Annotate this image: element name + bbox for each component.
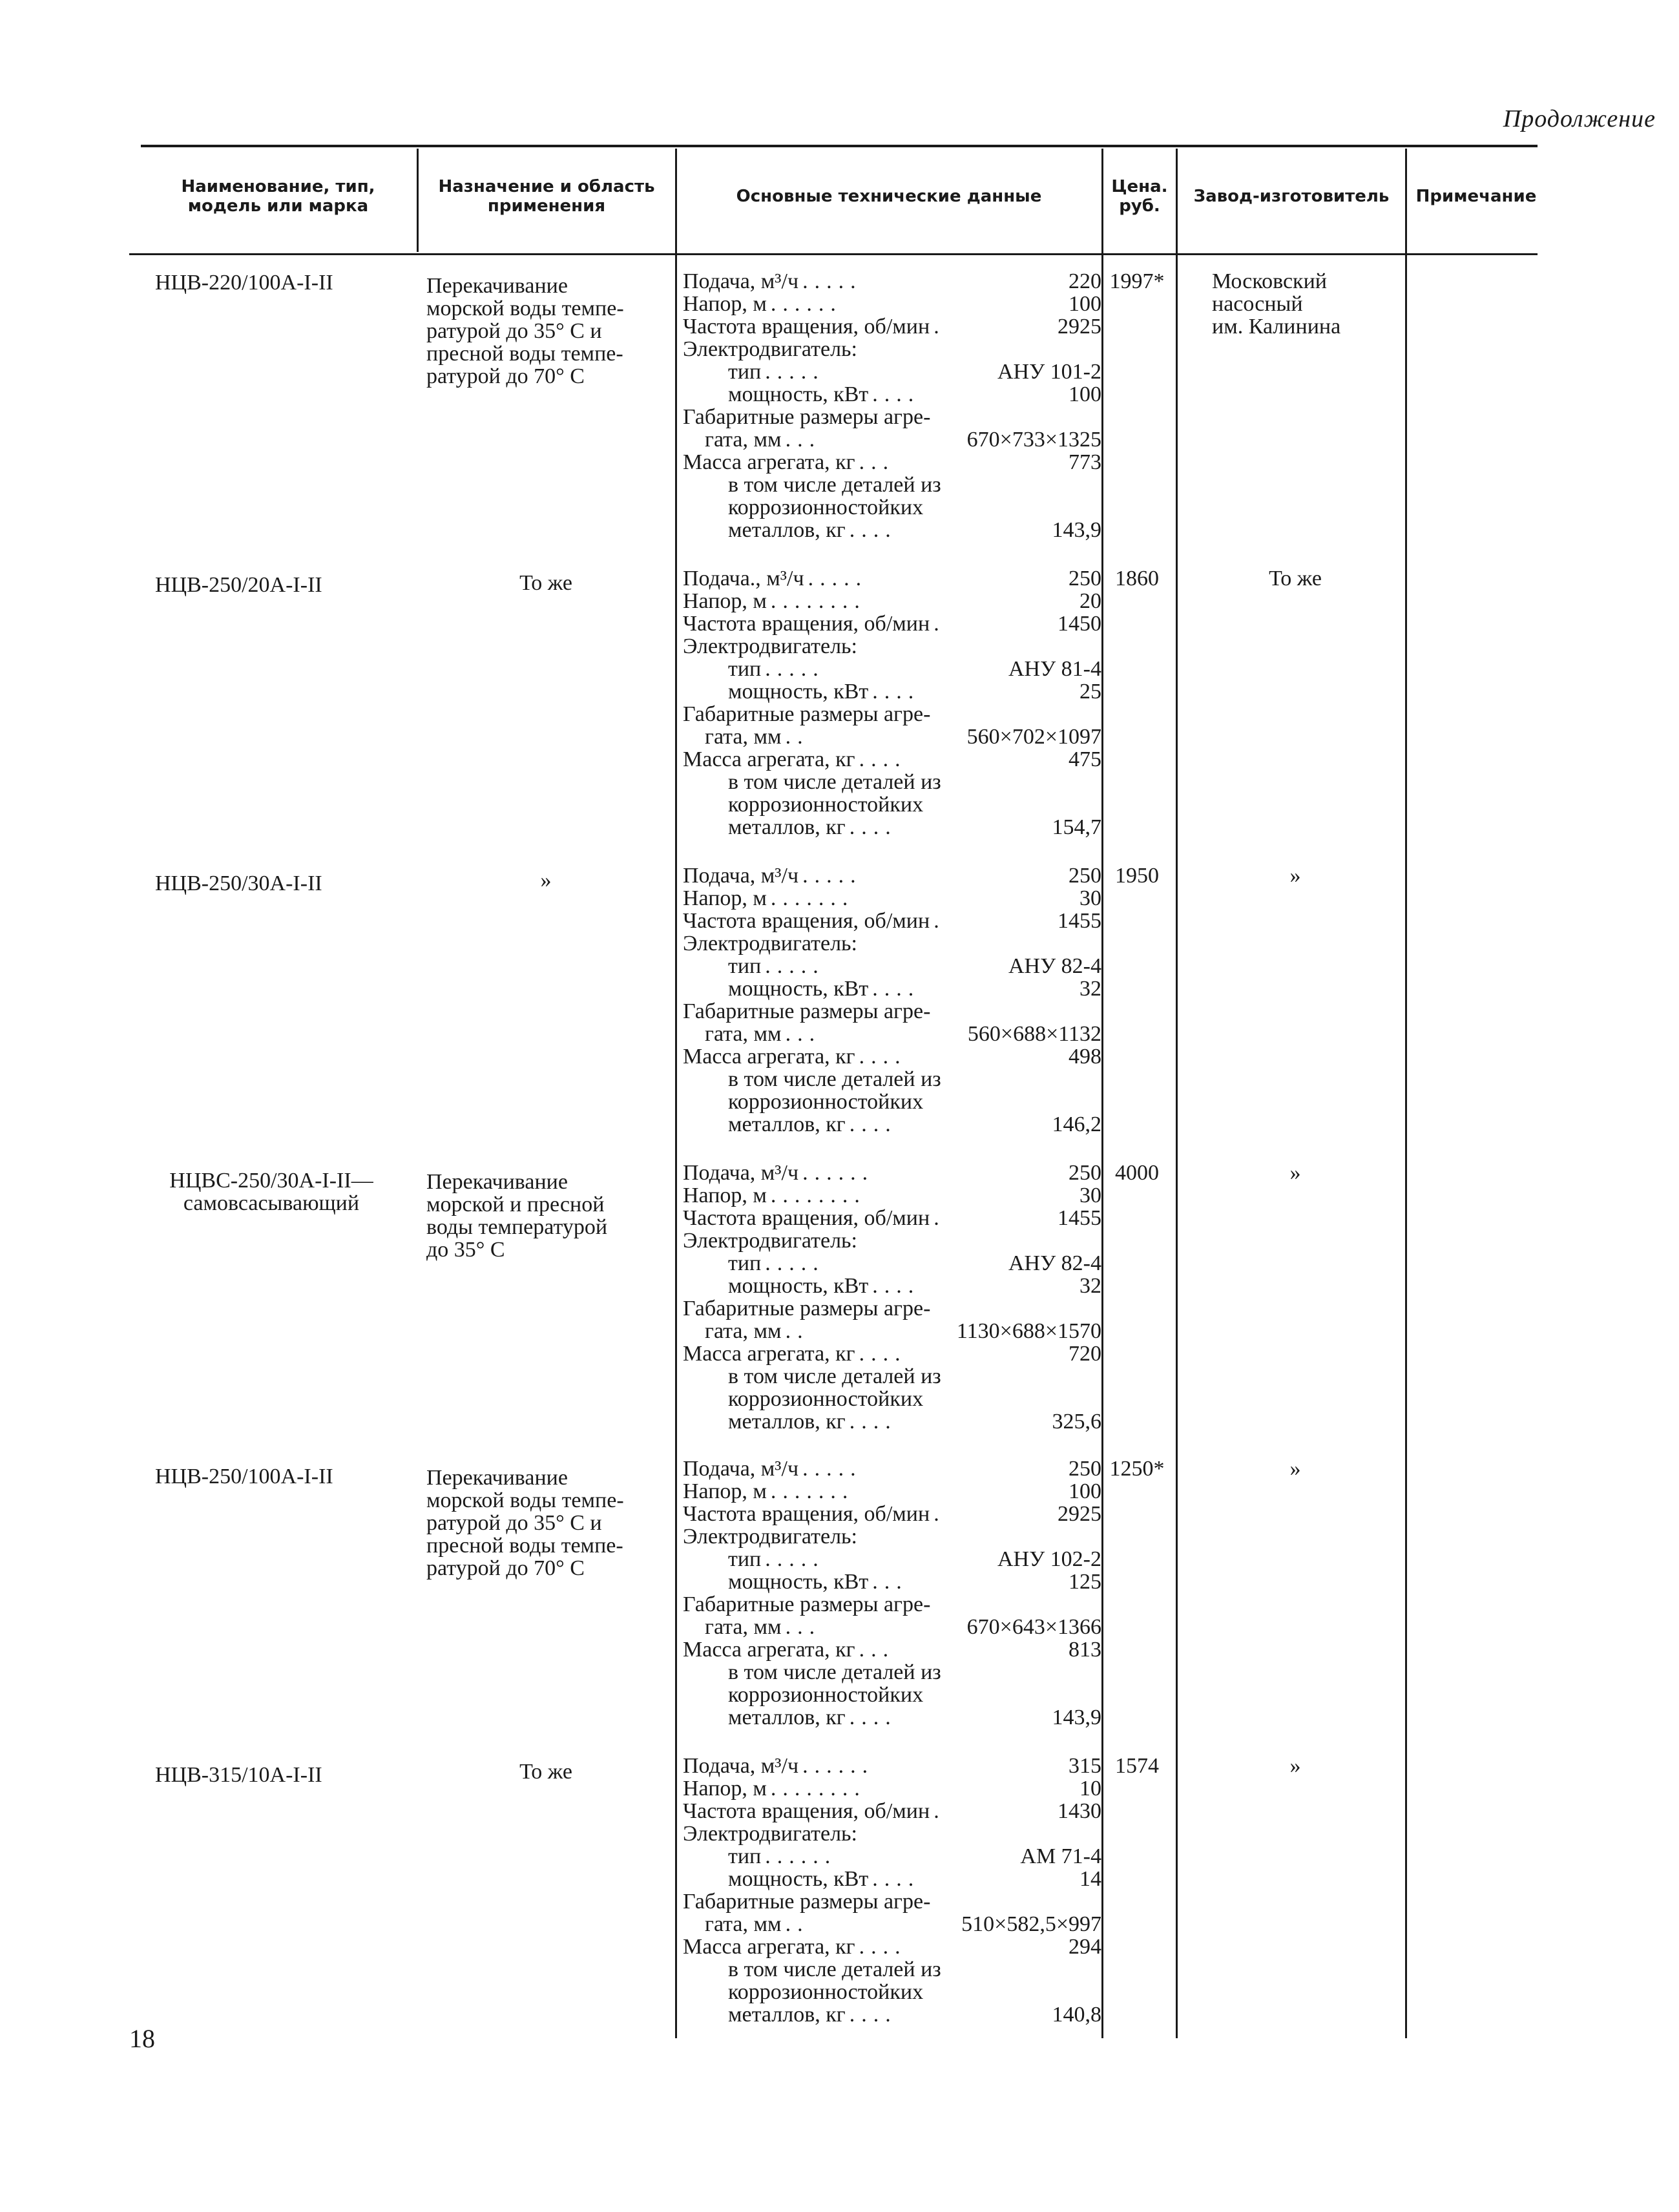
pump-price: 1997* bbox=[1109, 269, 1165, 293]
pump-application: Перекачивание морской воды темпе- ратурой до 35° С и пресной воды темпе- ратурой до 70° С bbox=[426, 1466, 624, 1580]
spec-line: коррозионностойких bbox=[728, 1090, 924, 1114]
column-divider-1 bbox=[417, 149, 419, 252]
pump-model-name: НЦВ-250/20А-I-II bbox=[155, 573, 322, 597]
spec-line: Частота вращения, об/мин . 1430 bbox=[683, 1799, 1101, 1823]
pump-price: 1950 bbox=[1115, 864, 1159, 888]
spec-line: коррозионностойких bbox=[728, 496, 924, 519]
pump-manufacturer: » bbox=[1289, 1457, 1301, 1481]
continuation-label: Продолжение bbox=[1503, 105, 1656, 132]
pump-application: Перекачивание морской воды темпе- ратурой до 35° С и пресной воды темпе- ратурой до 70° С bbox=[426, 274, 624, 388]
pump-specs bbox=[683, 567, 1101, 839]
spec-line: Электродвигатель: bbox=[683, 337, 857, 361]
spec-line: мощность, кВт .... 14 bbox=[728, 1867, 1101, 1891]
spec-line: Частота вращения, об/мин . 2925 bbox=[683, 315, 1101, 339]
pump-price: 1574 bbox=[1115, 1754, 1159, 1778]
spec-line: в том числе деталей из bbox=[728, 1660, 941, 1684]
table-top-rule bbox=[141, 145, 1538, 147]
column-divider-4 bbox=[1176, 149, 1178, 2038]
spec-line: в том числе деталей из bbox=[728, 1067, 941, 1091]
spec-line: тип ..... АНУ 102-2 bbox=[728, 1547, 1101, 1571]
spec-line: гата, мм ... 670×733×1325 bbox=[705, 428, 1101, 452]
spec-line: Масса агрегата, кг .... 498 bbox=[683, 1045, 1101, 1069]
pump-model-name: НЦВ-220/100А-I-II bbox=[155, 271, 333, 295]
page-number: 18 bbox=[129, 2024, 155, 2053]
spec-line: Частота вращения, об/мин . 2925 bbox=[683, 1502, 1101, 1526]
pump-model-name: НЦВС-250/30А-I-II— самовсасывающий bbox=[169, 1169, 373, 1215]
spec-line: Напор, м ........ 20 bbox=[683, 589, 1101, 613]
spec-line: Габаритные размеры агре- bbox=[683, 999, 931, 1023]
spec-line: Электродвигатель: bbox=[683, 932, 857, 955]
spec-line: Масса агрегата, кг .... 720 bbox=[683, 1342, 1101, 1366]
pump-price: 1860 bbox=[1115, 567, 1159, 590]
header-maker: Завод-изготовитель bbox=[1193, 187, 1390, 207]
column-divider-2 bbox=[675, 149, 677, 2038]
column-divider-3 bbox=[1101, 149, 1103, 2038]
spec-line: тип ..... АНУ 82-4 bbox=[728, 954, 1101, 978]
header-name: Наименование, тип, модель или марка bbox=[181, 177, 375, 216]
spec-line: металлов, кг .... 143,9 bbox=[728, 518, 1101, 542]
pump-application: То же bbox=[519, 571, 572, 595]
spec-line: коррозионностойких bbox=[728, 1980, 924, 2004]
pump-model-name: НЦВ-250/30А-I-II bbox=[155, 871, 322, 895]
spec-line: мощность, кВт .... 25 bbox=[728, 680, 1101, 704]
spec-line: Напор, м ........ 30 bbox=[683, 1184, 1101, 1207]
spec-line: Напор, м ........ 10 bbox=[683, 1777, 1101, 1800]
spec-line: коррозионностойких bbox=[728, 1387, 924, 1411]
spec-line: металлов, кг .... 140,8 bbox=[728, 2003, 1101, 2027]
spec-line: мощность, кВт .... 100 bbox=[728, 382, 1101, 406]
spec-line: Габаритные размеры агре- bbox=[683, 1592, 931, 1616]
spec-line: тип ...... АМ 71-4 bbox=[728, 1844, 1101, 1868]
spec-line: Масса агрегата, кг .... 294 bbox=[683, 1935, 1101, 1959]
spec-line: мощность, кВт .... 32 bbox=[728, 977, 1101, 1001]
spec-line: Масса агрегата, кг .... 475 bbox=[683, 747, 1101, 771]
spec-line: Частота вращения, об/мин . 1455 bbox=[683, 1206, 1101, 1230]
pump-application: То же bbox=[519, 1760, 572, 1784]
pump-specs bbox=[683, 270, 1101, 541]
spec-line: Подача., м³/ч ..... 250 bbox=[683, 567, 1101, 590]
spec-line: коррозионностойких bbox=[728, 793, 924, 817]
pump-price: 4000 bbox=[1115, 1161, 1159, 1185]
spec-line: Габаритные размеры агре- bbox=[683, 1890, 931, 1914]
pump-specs bbox=[683, 864, 1101, 1136]
spec-line: Масса агрегата, кг ... 813 bbox=[683, 1638, 1101, 1662]
spec-line: Подача, м³/ч ..... 250 bbox=[683, 1457, 1101, 1481]
spec-line: Подача, м³/ч ...... 315 bbox=[683, 1754, 1101, 1778]
spec-line: гата, мм .. 560×702×1097 bbox=[705, 725, 1101, 749]
pump-application: Перекачивание морской и пресной воды температурой до 35° С bbox=[426, 1170, 608, 1262]
spec-line: металлов, кг .... 154,7 bbox=[728, 815, 1101, 839]
spec-line: Масса агрегата, кг ... 773 bbox=[683, 450, 1101, 474]
spec-line: в том числе деталей из bbox=[728, 1957, 941, 1981]
spec-line: Напор, м ....... 100 bbox=[683, 1479, 1101, 1503]
spec-line: Габаритные размеры агре- bbox=[683, 702, 931, 726]
spec-line: Электродвигатель: bbox=[683, 1822, 857, 1846]
spec-line: тип ..... АНУ 101-2 bbox=[728, 360, 1101, 384]
header-note: Примечание bbox=[1415, 187, 1537, 207]
spec-line: гата, мм ... 670×643×1366 bbox=[705, 1615, 1101, 1639]
spec-line: Частота вращения, об/мин . 1450 bbox=[683, 612, 1101, 636]
pump-model-name: НЦВ-315/10А-I-II bbox=[155, 1763, 322, 1787]
spec-line: Габаритные размеры агре- bbox=[683, 1297, 931, 1320]
spec-line: Электродвигатель: bbox=[683, 634, 857, 658]
spec-line: гата, мм ... 560×688×1132 bbox=[705, 1022, 1101, 1046]
spec-line: мощность, кВт .... 32 bbox=[728, 1274, 1101, 1298]
pump-manufacturer: » bbox=[1289, 1161, 1301, 1185]
spec-line: гата, мм .. 1130×688×1570 bbox=[705, 1319, 1101, 1343]
spec-line: Напор, м ....... 30 bbox=[683, 886, 1101, 910]
header-specs: Основные технические данные bbox=[736, 187, 1042, 207]
pump-specs bbox=[683, 1755, 1101, 2026]
spec-line: в том числе деталей из bbox=[728, 473, 941, 497]
header-price: Цена. руб. bbox=[1111, 177, 1168, 216]
pump-application: » bbox=[540, 868, 552, 892]
spec-line: мощность, кВт ... 125 bbox=[728, 1570, 1101, 1594]
spec-line: Напор, м ...... 100 bbox=[683, 292, 1101, 316]
pump-specs bbox=[683, 1457, 1101, 1729]
spec-line: Частота вращения, об/мин . 1455 bbox=[683, 909, 1101, 933]
spec-line: металлов, кг .... 146,2 bbox=[728, 1112, 1101, 1136]
pump-model-name: НЦВ-250/100А-I-II bbox=[155, 1465, 333, 1488]
pump-manufacturer: » bbox=[1289, 864, 1301, 888]
spec-line: Электродвигатель: bbox=[683, 1229, 857, 1253]
spec-line: металлов, кг .... 325,6 bbox=[728, 1410, 1101, 1434]
header-application: Назначение и область применения bbox=[438, 177, 655, 216]
pump-manufacturer: То же bbox=[1269, 567, 1322, 590]
spec-line: в том числе деталей из bbox=[728, 1364, 941, 1388]
spec-line: Подача, м³/ч ..... 250 bbox=[683, 864, 1101, 888]
spec-line: тип ..... АНУ 82-4 bbox=[728, 1251, 1101, 1275]
spec-line: Электродвигатель: bbox=[683, 1525, 857, 1549]
spec-line: коррозионностойких bbox=[728, 1683, 924, 1707]
pump-manufacturer: » bbox=[1289, 1754, 1301, 1778]
spec-line: в том числе деталей из bbox=[728, 770, 941, 794]
spec-line: Габаритные размеры агре- bbox=[683, 405, 931, 429]
pump-price: 1250* bbox=[1109, 1457, 1165, 1481]
spec-line: гата, мм .. 510×582,5×997 bbox=[705, 1912, 1101, 1936]
header-bottom-rule bbox=[129, 253, 1538, 255]
spec-line: металлов, кг .... 143,9 bbox=[728, 1706, 1101, 1729]
pump-manufacturer: Московский насосный им. Калинина bbox=[1212, 269, 1341, 339]
spec-line: Подача, м³/ч ...... 250 bbox=[683, 1161, 1101, 1185]
pump-specs bbox=[683, 1162, 1101, 1433]
spec-line: Подача, м³/ч ..... 220 bbox=[683, 269, 1101, 293]
spec-line: тип ..... АНУ 81-4 bbox=[728, 657, 1101, 681]
